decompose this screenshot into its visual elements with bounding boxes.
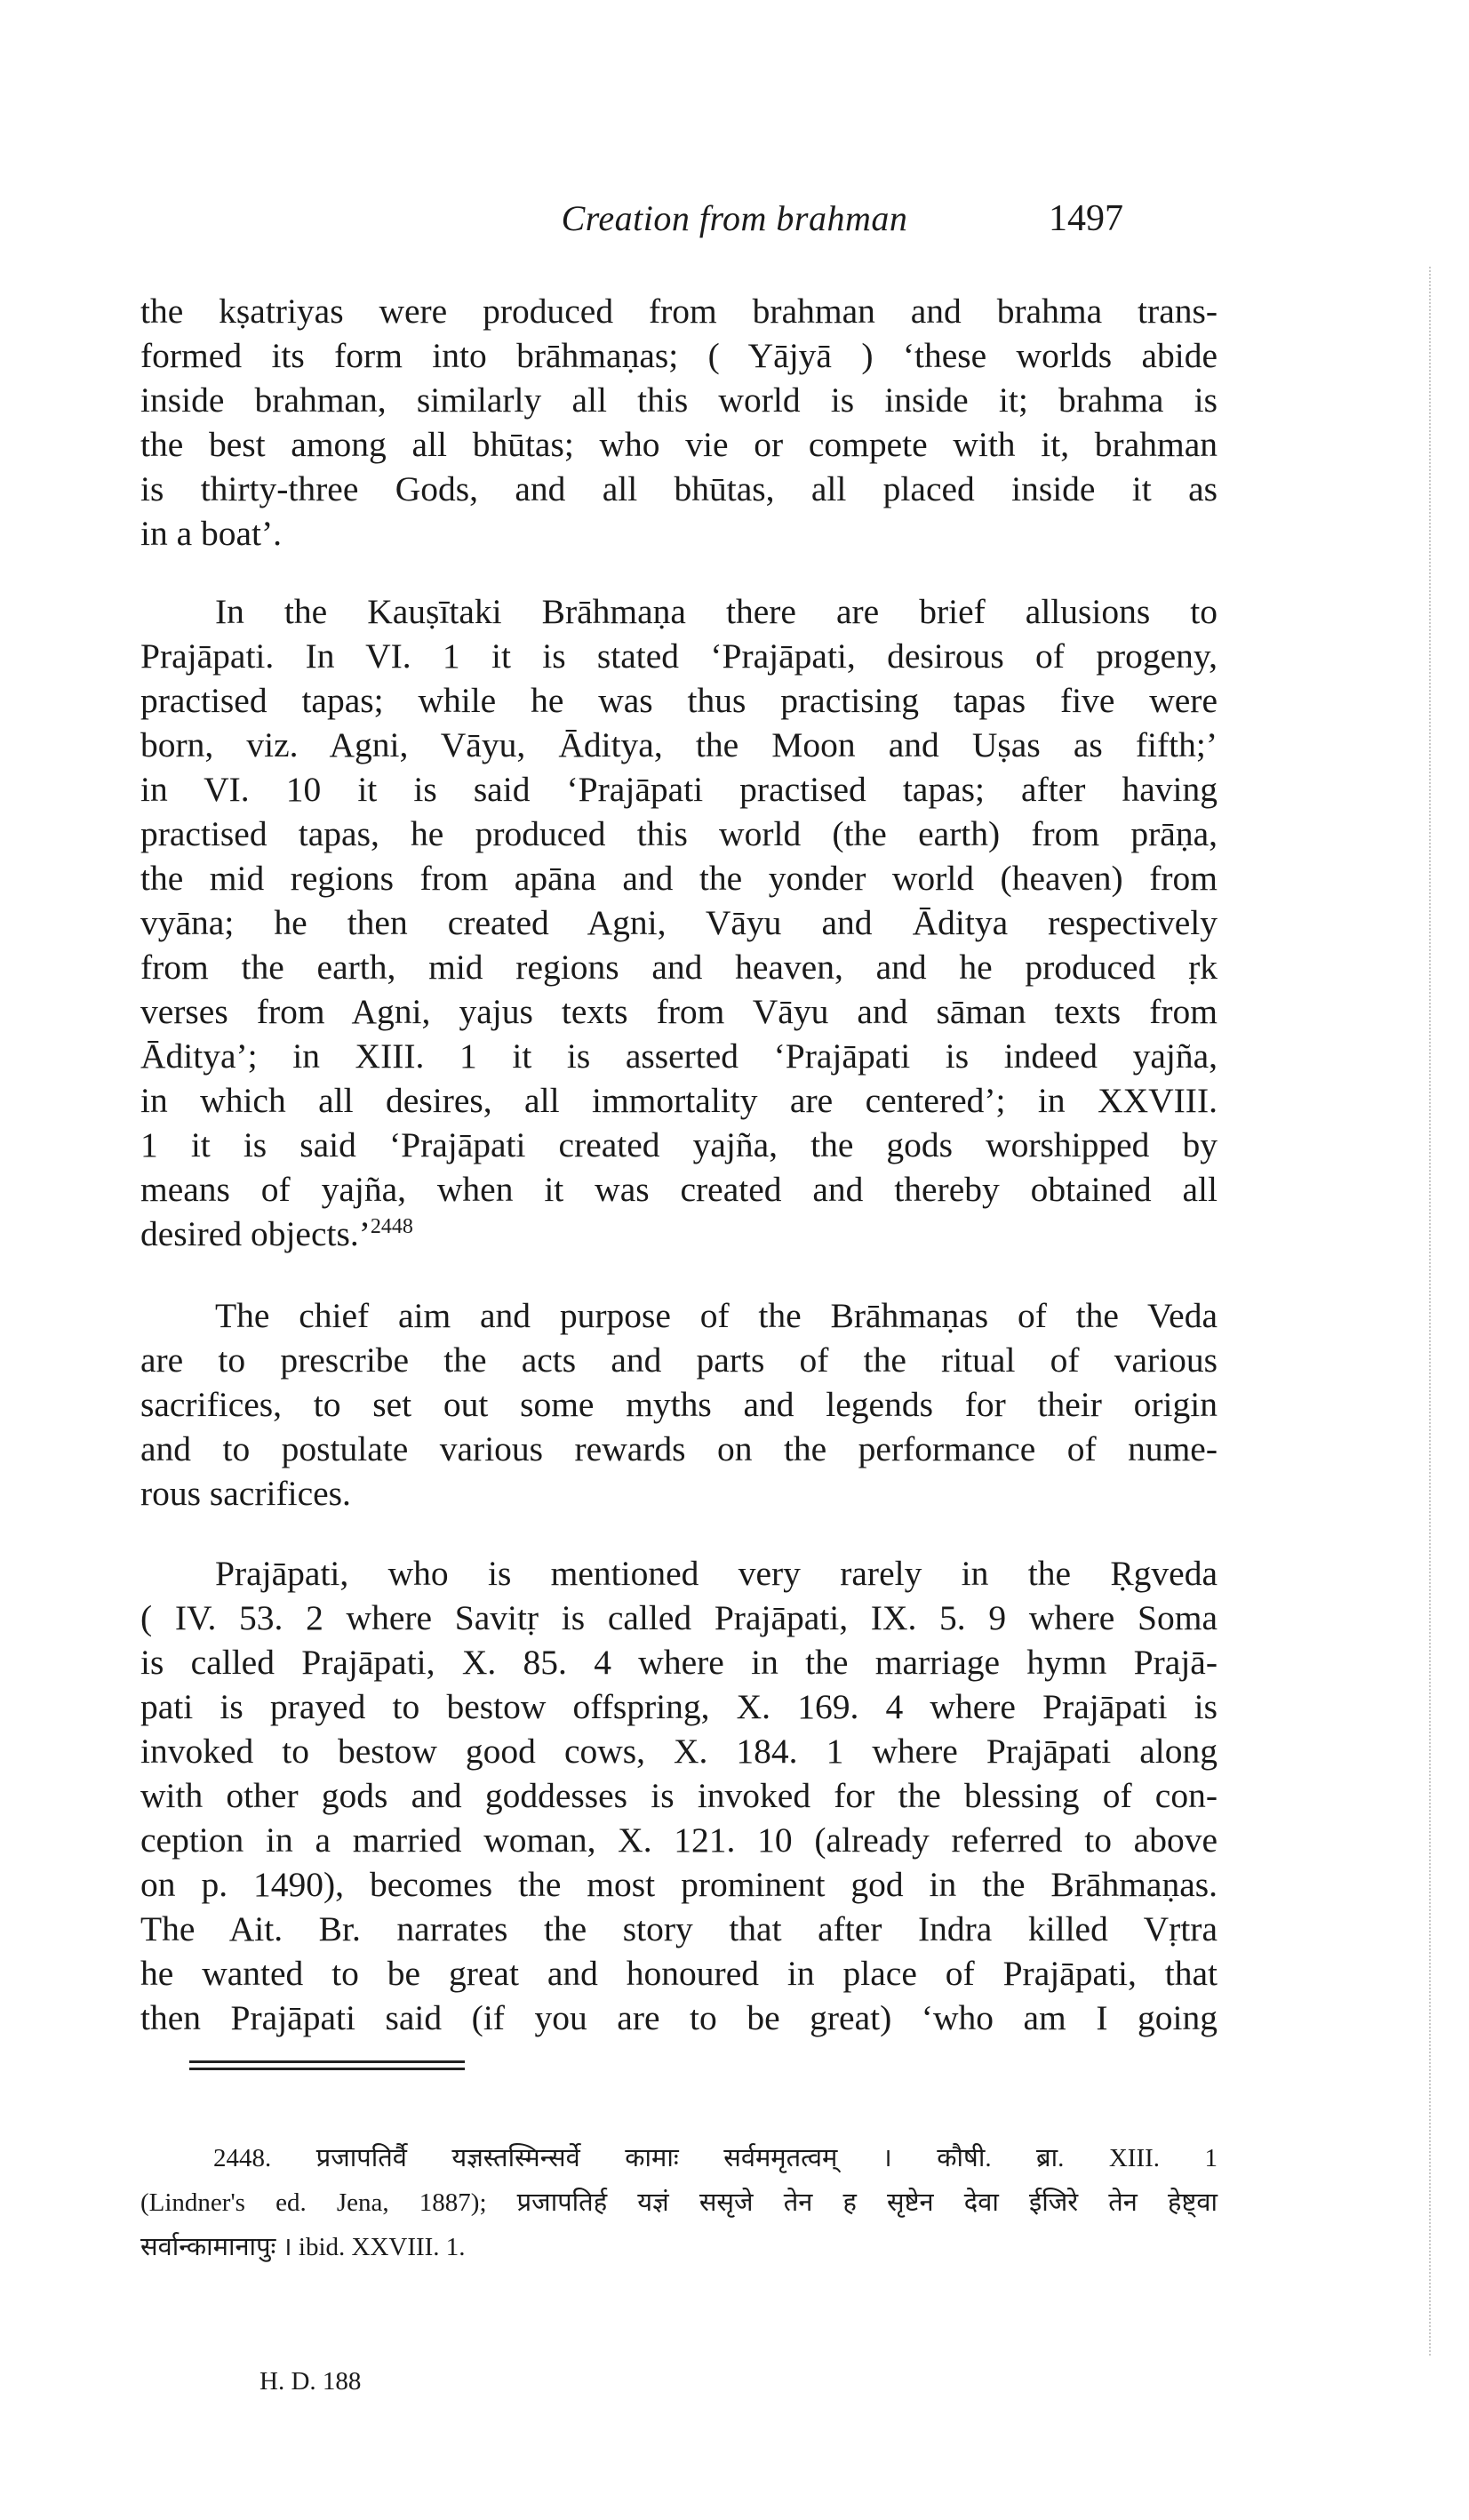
text-line: The chief aim and purpose of the Brāhmaṇas of the Veda [215,1296,1218,1335]
text-line: the kṣatriyas were produced from brahman and brahma trans- [140,292,1218,331]
text-line: the best among all bhūtas; who vie or compete with it, brahman [140,425,1218,464]
text-line-with-footnote-ref [140,1212,1218,1256]
text-line: desired objects.’ [140,1214,371,1253]
text-line: with other gods and goddesses is invoked for the blessing of con- [140,1776,1218,1815]
text-line: invoked to bestow good cows, X. 184. 1 where Prajāpati along [140,1732,1218,1771]
text-line: is thirty-three Gods, and all bhūtas, all placed inside it as [140,469,1218,508]
text-line: formed its form into brāhmaṇas; ( Yājyā ) ‘these worlds abide [140,336,1218,375]
text-line: sacrifices, to set out some myths and legends for their origin [140,1385,1218,1424]
text-line: is called Prajāpati, X. 85. 4 where in the marriage hymn Prajā- [140,1643,1218,1682]
text-line: ception in a married woman, X. 121. 10 (already referred to above [140,1820,1218,1860]
text-line: rous sacrifices. [140,1474,351,1513]
text-line: means of yajña, when it was created and thereby obtained all [140,1170,1218,1209]
footnote-2448 [140,2136,1218,2269]
footnote-reference: 2448 [370,1215,413,1238]
text-line: practised tapas; while he was thus practising tapas five were [140,681,1218,720]
text-line: in VI. 10 it is said ‘Prajāpati practised tapas; after having [140,770,1218,809]
text-line: in which all desires, all immortality are centered’; in XXVIII. [140,1081,1218,1120]
running-header-title: Creation from brahman [561,198,908,238]
text-line: the mid regions from apāna and the yonder world (heaven) from [140,859,1218,898]
text-line: ( IV. 53. 2 where Savitṛ is called Prajāpati, IX. 5. 9 where Soma [140,1598,1218,1637]
paragraph-3 [140,1293,1218,1516]
text-line: on p. 1490), becomes the most prominent god in the Brāhmaṇas. [140,1865,1218,1904]
footnote-line: (Lindner's ed. Jena, 1887); प्रजापतिर्ह यज्ञं ससृजे तेन ह सृष्टेन देवा ईजिरे तेन हेष्ट्वा [140,2188,1218,2217]
text-line: and to postulate various rewards on the performance of nume- [140,1429,1218,1468]
paragraph-4 [140,1551,1218,2040]
footnote-divider [189,2068,465,2070]
footnote-line: सर्वान्कामानापुः । ibid. XXVIII. 1. [140,2233,466,2261]
text-line: The Ait. Br. narrates the story that after Indra killed Vṛtra [140,1909,1218,1948]
text-line: practised tapas, he produced this world (the earth) from prāṇa, [140,814,1218,853]
paragraph-1 [140,289,1218,556]
text-line: vyāna; he then created Agni, Vāyu and Āditya respectively [140,903,1218,942]
text-line: Prajāpati. In VI. 1 it is stated ‘Prajāpati, desirous of progeny, [140,636,1218,676]
signature-mark: H. D. 188 [259,2367,362,2396]
footnote-line: 2448. प्रजापतिर्वै यज्ञस्तस्मिन्सर्वे कामाः सर्वममृतत्वम् । कौषी. ब्रा. XIII. 1 [213,2144,1218,2172]
text-line: born, viz. Agni, Vāyu, Āditya, the Moon and Uṣas as fifth;’ [140,725,1218,764]
text-line: from the earth, mid regions and heaven, and he produced ṛk [140,948,1218,987]
text-line: pati is prayed to bestow offspring, X. 169. 4 where Prajāpati is [140,1687,1218,1726]
text-line: 1 it is said ‘Prajāpati created yajña, the gods worshipped by [140,1125,1218,1164]
footnote-divider [189,2060,465,2063]
paragraph-2 [140,589,1218,1256]
text-line: in a boat’. [140,514,283,553]
text-line: are to prescribe the acts and parts of the ritual of various [140,1340,1218,1380]
text-line: then Prajāpati said (if you are to be great) ‘who am I going [140,1998,1218,2037]
text-line: Prajāpati, who is mentioned very rarely in the Ṛgveda [215,1554,1218,1593]
text-line: Āditya’; in XIII. 1 it is asserted ‘Prajāpati is indeed yajña, [140,1036,1218,1076]
text-line: he wanted to be great and honoured in place of Prajāpati, that [140,1954,1218,1993]
page-number: 1497 [1049,198,1123,239]
text-line: inside brahman, similarly all this world is inside it; brahma is [140,380,1218,420]
text-line: verses from Agni, yajus texts from Vāyu and sāman texts from [140,992,1218,1031]
text-line: In the Kauṣītaki Brāhmaṇa there are brief allusions to [215,592,1218,631]
scan-edge-artifact [1429,267,1433,2356]
